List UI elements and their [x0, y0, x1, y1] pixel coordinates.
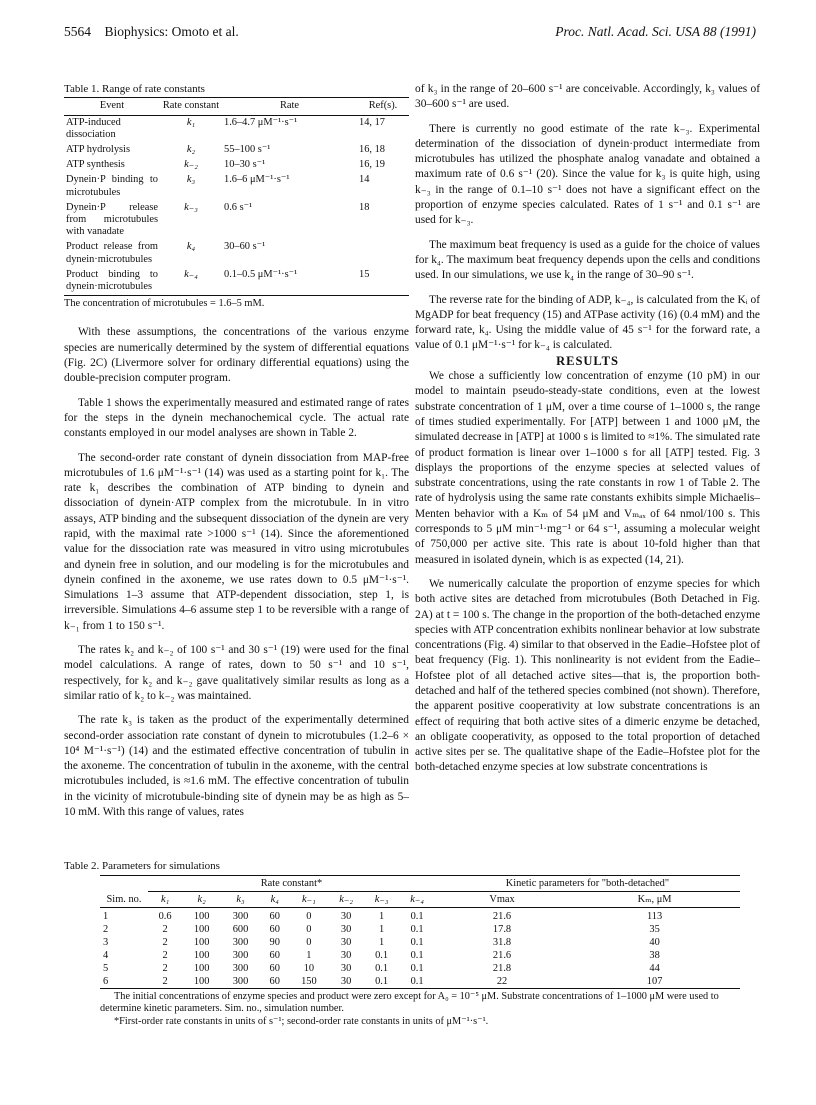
table2-cell: 60 [269, 963, 280, 974]
table1-cell-constant: k₄ [186, 241, 196, 253]
table2-cell: 4 [103, 950, 109, 961]
table2-cell: 21.6 [492, 911, 512, 922]
table2-cell: 150 [301, 976, 317, 987]
table1-row [64, 268, 409, 296]
table2-cell: 22 [496, 976, 508, 987]
table2-cell: 3 [103, 937, 109, 948]
table1 [64, 97, 409, 296]
table1-header-event: Event [64, 98, 160, 115]
table2-column-header: k₋₄ [399, 892, 435, 908]
table2-cell: 40 [649, 937, 660, 948]
results-heading: RESULTS [556, 353, 619, 368]
table2-cell: 38 [649, 950, 660, 961]
table2-header-sim: Sim. no. [100, 876, 148, 908]
table2-note: The initial concentrations of enzyme species and product were zero except for A₀ = 10⁻⁵ μM. Substrate concentrations of 1–1000 μM were used to determine kinetic parameters. Sim. no., simulation number. [100, 991, 719, 1015]
table2-block [64, 860, 740, 1028]
table1-cell-refs: 14, 17 [359, 116, 385, 128]
table2-cell: 44 [649, 963, 660, 974]
table1-cell-event: ATP hydrolysis [66, 143, 130, 155]
body-paragraph: The maximum beat frequency is used as a guide for the choice of values for k₄. The maximum beat frequency depends upon the cells and conditions used. In our simulations, we use k₄ in the range of 30–90 s⁻¹. [415, 238, 760, 282]
body-paragraph: The reverse rate for the binding of ADP, k₋₄, is calculated from the Kᵢ of MgADP for beat frequency (15) and ATPase activity (16) (0.4 mM) and the forward rate, k₄. Using the middle value of 45 s⁻¹ for the forward rate, a value of 0.1 μM⁻¹·s⁻¹ for k₋₄ is calculated. [415, 293, 760, 352]
table2-row [100, 975, 740, 989]
table2-body [100, 908, 740, 989]
right-column [415, 82, 760, 776]
table2-cell: 0.1 [410, 976, 424, 987]
table1-row [64, 143, 409, 158]
table2-cell: 2 [162, 950, 168, 961]
table2-cell: 100 [193, 950, 210, 961]
table1-cell-refs: 18 [359, 201, 370, 213]
section-title: Biophysics: Omoto et al. [104, 24, 239, 39]
table2-column-header: k₋₁ [289, 892, 328, 908]
table2-group-kinetic: Kinetic parameters for "both-detached" [435, 876, 740, 892]
table1-cell-event: Dynein·P binding to microtubules [66, 174, 158, 198]
table2-cell: 300 [232, 950, 249, 961]
table2-cell: 113 [647, 911, 663, 922]
table1-cell-rate: 0.6 s⁻¹ [224, 201, 253, 213]
table2-cell: 5 [103, 963, 109, 974]
table2-cell: 0 [306, 911, 312, 922]
table2-cell: 0.1 [410, 963, 424, 974]
table2-cell: 1 [378, 924, 385, 935]
table1-cell-refs: 16, 19 [359, 159, 385, 171]
table2-column-header: k₄ [260, 892, 290, 908]
table2-row [100, 923, 740, 936]
table2-cell: 0.1 [375, 976, 389, 987]
left-column [64, 82, 409, 820]
body-paragraph: Table 1 shows the experimentally measured and estimated range of rates for the steps in the dynein mechanochemical cycle. The actual rate constants employed in our model analyses are shown in Table 2. [64, 396, 409, 440]
table2-cell: 1 [378, 937, 385, 948]
table2-cell: 100 [193, 911, 210, 922]
table2-cell: 60 [269, 911, 280, 922]
table2-group-rate: Rate constant* [148, 876, 435, 892]
table2 [100, 875, 740, 989]
table2-cell: 0.1 [410, 911, 424, 922]
table1-cell-refs: 15 [359, 268, 370, 280]
table2-footnote: *First-order rate constants in units of s⁻¹; second-order rate constants in units of μM⁻¹·s⁻¹. [114, 1015, 489, 1027]
table1-cell-rate: 0.1–0.5 μM⁻¹·s⁻¹ [224, 268, 298, 280]
table2-column-header: k₂ [182, 892, 221, 908]
table1-cell-rate: 10–30 s⁻¹ [224, 159, 266, 171]
table1-header-rate: Rate [222, 98, 357, 115]
table2-cell: 100 [193, 963, 210, 974]
table2-cell: 2 [162, 976, 168, 987]
table2-cell: 21.6 [492, 950, 512, 961]
table2-column-header: k₋₃ [364, 892, 400, 908]
page-number: 5564 [64, 24, 91, 39]
table1-cell-refs: 16, 18 [359, 143, 385, 155]
table1-cell-event: Product binding to dynein·microtubules [66, 268, 158, 292]
table2-cell: 1 [306, 950, 312, 961]
table1-row [64, 158, 409, 173]
table1-row [64, 240, 409, 267]
table2-column-header: k₃ [221, 892, 260, 908]
table2-column-headers [100, 892, 740, 908]
table2-notes [100, 991, 740, 1028]
table1-row [64, 201, 409, 241]
table2-cell: 0.1 [410, 950, 424, 961]
table1-body [64, 115, 409, 296]
table2-row [100, 949, 740, 962]
results-paragraph: We chose a sufficiently low concentration of enzyme (10 pM) in our model to maintain pseudo-steady-state conditions, even at the lowest substrate concentration of 1 μM, over a time course of 1–1000 s, the range of times studied experimentally. For [ATP] between 1 and 1000 μM, the simulated decrease in [ATP] at 1000 s is limited to ≈1%. The simulated rate of product formation is linear over 1–1000 s for all [ATP] tested. Fig. 3 displays the proportions of the enzyme species at selected values of substrate concentrations, using the rate constants in row 1 of Table 2. The rate of hydrolysis using the same rate constants exhibits simple Michaelis–Menten behavior with a Kₘ of 54 μM and Vₘₐₓ of 64 nmol/100 s. This corresponds to 5 μM min⁻¹·mg⁻¹ or 64 s⁻¹, assuming a molecular weight of 750,000 per active site. This rate is about 10-fold higher than that measured in isolated dynein, which is as expected (14, 21). [415, 370, 760, 566]
table1-cell-constant: k₋₂ [184, 159, 198, 171]
table2-cell: 30 [340, 950, 352, 961]
table2-cell: 30 [340, 976, 352, 987]
table1-title: Table 1. Range of rate constants [64, 83, 205, 95]
body-paragraph: With these assumptions, the concentrations of the various enzyme species are numerically determined by the system of differential equations (Fig. 2C) (Livermore solver for ordinary differential equations) using the double-precision computer program. [64, 326, 409, 385]
table2-cell: 107 [646, 976, 663, 987]
table1-cell-constant: k₋₃ [184, 201, 198, 213]
table2-cell: 2 [103, 924, 109, 935]
table1-cell-constant: k₋₄ [184, 268, 198, 280]
table2-cell: 17.8 [492, 924, 512, 935]
table2-cell: 2 [162, 963, 168, 974]
table1-cell-event: Dynein·P release from microtubules with vanadate [66, 201, 158, 238]
table2-column-header: Kₘ, μM [569, 892, 740, 908]
table2-cell: 35 [649, 924, 660, 935]
body-paragraph: There is currently no good estimate of the rate k₋₃. Experimental determination of the dissociation of dynein·product intermediate from microtubules has utilized the phosphate analog vanadate and obtained a maximum rate of 0.6 s⁻¹ (20). Since the value for k₃ is quite high, using k₋₃ in the range of 0.1–10 s⁻¹ does not have a significant effect on the proportion of enzyme species calculated. Rates of 1 s⁻¹ and 0.1 s⁻¹ are used for k₋₃. [415, 122, 760, 227]
table1-cell-rate: 1.6–4.7 μM⁻¹·s⁻¹ [224, 116, 298, 128]
table2-cell: 300 [232, 937, 249, 948]
table2-cell: 100 [193, 976, 210, 987]
table2-cell: 6 [103, 976, 109, 987]
table1-cell-constant: k₁ [186, 116, 196, 128]
table2-cell: 0 [306, 924, 312, 935]
journal-citation: Proc. Natl. Acad. Sci. USA 88 (1991) [555, 24, 756, 39]
table2-cell: 90 [269, 937, 280, 948]
table2-cell: 2 [162, 937, 168, 948]
table2-column-header: Vmax [435, 892, 569, 908]
table2-cell: 1 [378, 911, 385, 922]
table1-row [64, 115, 409, 143]
table1-cell-event: Product release from dynein·microtubules [66, 241, 158, 265]
table2-cell: 600 [232, 924, 249, 935]
table1-header-constant: Rate constant [160, 98, 222, 115]
body-paragraph: The second-order rate constant of dynein dissociation from MAP-free microtubules of 1.6 μM⁻¹·s⁻¹ (14) was used as a starting point for k₁. The rate k₁ describes the combination of ATP binding to dynein and dissociation of dynein·ATP complex from the microtubule. In in vitro assays, ATP binding and the subsequent dissociation of the dynein are very rapid, with the maximal rate >1000 s⁻¹ (14). Since the aforementioned value for the dissociation rate was measured in vitro using microtubules and dynein free in solution, and our modeling is for the microtubules and dynein confined in the axoneme, we use rates down to 0.5 μM⁻¹·s⁻¹. Simulations 1–3 assume that ATP-dependent dissociation, step 1, is irreversible. Simulations 4–6 assume step 1 to be reversible with a range of k₋₁ from 1 to 150 s⁻¹. [64, 451, 409, 632]
table2-cell: 21.8 [492, 963, 512, 974]
table2-cell: 100 [193, 924, 210, 935]
table2-cell: 31.8 [492, 937, 512, 948]
table2-cell: 30 [340, 924, 352, 935]
table2-cell: 60 [269, 950, 280, 961]
table1-cell-refs [357, 240, 409, 267]
table2-cell: 300 [232, 976, 249, 987]
table1-cell-event: ATP synthesis [66, 159, 125, 171]
table1-footnote: The concentration of microtubules = 1.6–5 mM. [64, 298, 265, 310]
table2-cell: 1 [103, 911, 109, 922]
table1-header-refs: Ref(s). [357, 98, 409, 115]
table2-column-header: k₋₂ [328, 892, 364, 908]
table2-title: Table 2. Parameters for simulations [64, 860, 220, 872]
table2-row [100, 936, 740, 949]
table1-cell-constant: k₃ [186, 174, 196, 186]
table1-cell-event: ATP-induced dissociation [66, 116, 121, 140]
table1-cell-refs: 14 [359, 174, 370, 186]
table2-cell: 0.6 [158, 911, 172, 922]
body-paragraph: of k₃ in the range of 20–600 s⁻¹ are conceivable. Accordingly, k₃ values of 30–600 s⁻¹ are used. [415, 83, 760, 111]
table2-cell: 300 [232, 963, 249, 974]
table2-cell: 30 [340, 937, 352, 948]
table1-cell-rate: 55–100 s⁻¹ [224, 143, 271, 155]
table2-cell: 300 [232, 911, 249, 922]
table2-cell: 0.1 [375, 950, 389, 961]
table2-cell: 0.1 [375, 963, 389, 974]
table2-cell: 30 [340, 963, 352, 974]
table2-cell: 2 [162, 924, 168, 935]
running-header-left [64, 24, 239, 40]
table1-row [64, 173, 409, 200]
table2-cell: 60 [269, 924, 280, 935]
table1-cell-rate: 1.6–6 μM⁻¹·s⁻¹ [224, 174, 290, 186]
table2-cell: 100 [193, 937, 210, 948]
table2-cell: 0.1 [410, 937, 424, 948]
table2-column-header: k₁ [148, 892, 182, 908]
table2-cell: 60 [269, 976, 280, 987]
table1-cell-constant: k₂ [186, 143, 196, 155]
table2-row [100, 962, 740, 975]
results-paragraph: We numerically calculate the proportion of enzyme species for which both active sites are detached from microtubules (Both Detached in Fig. 2A) at t = 100 s. The change in the proportion of the both-detached enzyme species with ATP concentration exhibits nonlinear behavior at low substrate concentrations (Fig. 4) similar to that observed in the Eadie–Hofstee plot of beat frequency (Fig. 1). This nonlinearity is not evident from the Eadie–Hofstee plot of all detached active sites—that is, the proportion both-detached and half of the tethered species combined (not shown). Therefore, the apparent positive cooperativity at low substrate concentrations is an effect of requiring that both active sites of a dimeric enzyme be detached, an obligate cooperativity, as opposed to the total proportion of detached active sites per se. The qualitative shape of the Eadie–Hofstee plot for the both-detached enzyme species at low substrate concentrations is [415, 577, 760, 774]
table2-cell: 0.1 [410, 924, 424, 935]
table2-row [100, 908, 740, 924]
body-paragraph: The rates k₂ and k₋₂ of 100 s⁻¹ and 30 s⁻¹ (19) were used for the final model calculations. A range of rates, down to 50 s⁻¹ and 10 s⁻¹, respectively, for k₂ and k₋₂ gave qualitatively similar results as long as a similar ratio of k₂ to k₋₂ was maintained. [64, 644, 409, 702]
body-paragraph: The rate k₃ is taken as the product of the experimentally determined second-order association rate constant of dynein to microtubules (1.2–6 × 10⁴ M⁻¹·s⁻¹) (14) and the estimated effective concentration of tubulin in the axoneme. The concentration of tubulin in the axoneme, with the central microtubules included, is ≈1.6 mM. The effective concentration of tubulin in the vicinity of microtubule-binding site of dynein may be as high as 5–10 mM. With this range of values, rates [64, 714, 409, 819]
table2-cell: 30 [340, 911, 352, 922]
table2-cell: 0 [306, 937, 312, 948]
table1-cell-rate: 30–60 s⁻¹ [224, 241, 266, 253]
table2-cell: 10 [303, 963, 315, 974]
